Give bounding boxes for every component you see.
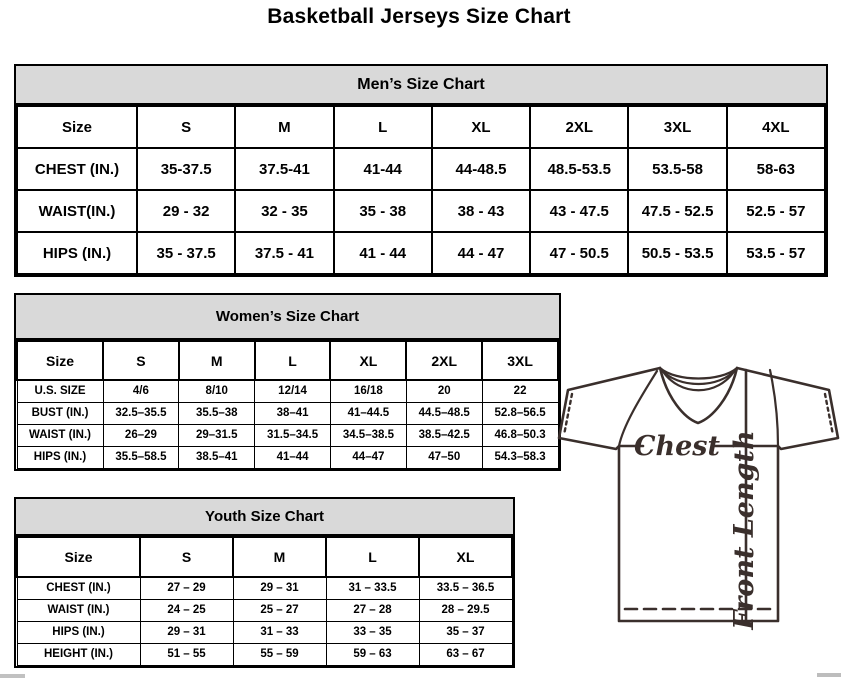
size-column-header: 2XL — [530, 106, 628, 148]
measurement-row-label: WAIST (IN.) — [17, 599, 140, 621]
measurement-value: 38.5–41 — [179, 446, 255, 468]
measurement-row-label: CHEST (IN.) — [17, 148, 137, 190]
measurement-value: 46.8–50.3 — [482, 424, 558, 446]
youth-size-chart-title: Youth Size Chart — [16, 499, 513, 536]
measurement-value: 44 - 47 — [432, 232, 530, 274]
measurement-value: 41-44 — [334, 148, 432, 190]
measurement-value: 44.5–48.5 — [406, 402, 482, 424]
size-column-header: M — [235, 106, 333, 148]
measurement-value: 58-63 — [727, 148, 825, 190]
size-column-header: S — [140, 537, 233, 577]
size-column-header: XL — [432, 106, 530, 148]
measurement-value: 51 – 55 — [140, 643, 233, 665]
measurement-value: 29 - 32 — [137, 190, 235, 232]
measurement-value: 59 – 63 — [326, 643, 419, 665]
measurement-value: 47–50 — [406, 446, 482, 468]
measurement-row — [17, 643, 512, 665]
measurement-value: 22 — [482, 380, 558, 402]
size-column-header: 4XL — [727, 106, 825, 148]
measurement-value: 43 - 47.5 — [530, 190, 628, 232]
measurement-value: 44-48.5 — [432, 148, 530, 190]
measurement-value: 32 - 35 — [235, 190, 333, 232]
mens-size-table — [16, 105, 826, 275]
size-column-header: L — [326, 537, 419, 577]
right-armhole-seam — [770, 370, 778, 446]
size-column-header: S — [103, 341, 179, 380]
measurement-row-label: U.S. SIZE — [17, 380, 103, 402]
measurement-value: 29 – 31 — [140, 621, 233, 643]
measurement-value: 35 – 37 — [419, 621, 512, 643]
size-label-header: Size — [17, 341, 103, 380]
measurement-row-label: WAIST (IN.) — [17, 424, 103, 446]
measurement-value: 38.5–42.5 — [406, 424, 482, 446]
column-header-row — [17, 341, 558, 380]
size-column-header: 3XL — [628, 106, 726, 148]
youth-size-chart — [14, 497, 515, 668]
measurement-value: 48.5-53.5 — [530, 148, 628, 190]
measurement-value: 50.5 - 53.5 — [628, 232, 726, 274]
chest-label: Chest — [634, 431, 720, 462]
measurement-row — [17, 402, 558, 424]
measurement-value: 53.5-58 — [628, 148, 726, 190]
measurement-row — [17, 148, 825, 190]
jersey-outline — [559, 368, 838, 621]
size-column-header: M — [179, 341, 255, 380]
measurement-value: 31 – 33.5 — [326, 577, 419, 599]
measurement-value: 55 – 59 — [233, 643, 326, 665]
size-label-header: Size — [17, 106, 137, 148]
measurement-value: 52.5 - 57 — [727, 190, 825, 232]
measurement-row-label: HIPS (IN.) — [17, 232, 137, 274]
size-column-header: XL — [330, 341, 406, 380]
measurement-row — [17, 577, 512, 599]
measurement-value: 25 – 27 — [233, 599, 326, 621]
measurement-value: 32.5–35.5 — [103, 402, 179, 424]
measurement-row — [17, 232, 825, 274]
measurement-value: 35-37.5 — [137, 148, 235, 190]
mens-size-chart-title: Men’s Size Chart — [16, 66, 826, 105]
measurement-row-label: HIPS (IN.) — [17, 446, 103, 468]
size-column-header: M — [233, 537, 326, 577]
measurement-value: 63 – 67 — [419, 643, 512, 665]
measurement-value: 35 - 37.5 — [137, 232, 235, 274]
measurement-value: 53.5 - 57 — [727, 232, 825, 274]
measurement-value: 29–31.5 — [179, 424, 255, 446]
measurement-value: 26–29 — [103, 424, 179, 446]
measurement-value: 35.5–58.5 — [103, 446, 179, 468]
column-header-row — [17, 106, 825, 148]
size-column-header: XL — [419, 537, 512, 577]
measurement-row-label: CHEST (IN.) — [17, 577, 140, 599]
page-title: Basketball Jerseys Size Chart — [267, 5, 571, 28]
measurement-value: 47 - 50.5 — [530, 232, 628, 274]
measurement-row — [17, 380, 558, 402]
size-column-header: L — [334, 106, 432, 148]
measurement-value: 41–44.5 — [330, 402, 406, 424]
measurement-value: 27 – 29 — [140, 577, 233, 599]
horizontal-scrollbar-fragment-left[interactable] — [0, 674, 25, 678]
measurement-row — [17, 621, 512, 643]
measurement-value: 54.3–58.3 — [482, 446, 558, 468]
measurement-row — [17, 424, 558, 446]
measurement-value: 41 - 44 — [334, 232, 432, 274]
size-column-header: 3XL — [482, 341, 558, 380]
measurement-value: 41–44 — [255, 446, 331, 468]
measurement-value: 52.8–56.5 — [482, 402, 558, 424]
youth-size-table — [16, 536, 513, 666]
measurement-value: 12/14 — [255, 380, 331, 402]
size-label-header: Size — [17, 537, 140, 577]
size-column-header: S — [137, 106, 235, 148]
collar-rib-3-icon — [662, 370, 735, 390]
measurement-row-label: BUST (IN.) — [17, 402, 103, 424]
measurement-row-label: HEIGHT (IN.) — [17, 643, 140, 665]
measurement-value: 35.5–38 — [179, 402, 255, 424]
measurement-value: 37.5-41 — [235, 148, 333, 190]
womens-size-table — [16, 340, 559, 469]
measurement-value: 24 – 25 — [140, 599, 233, 621]
measurement-value: 35 - 38 — [334, 190, 432, 232]
measurement-value: 44–47 — [330, 446, 406, 468]
horizontal-scrollbar-fragment-right[interactable] — [817, 673, 841, 677]
measurement-value: 31 – 33 — [233, 621, 326, 643]
measurement-value: 31.5–34.5 — [255, 424, 331, 446]
measurement-value: 33.5 – 36.5 — [419, 577, 512, 599]
measurement-value: 28 – 29.5 — [419, 599, 512, 621]
measurement-value: 47.5 - 52.5 — [628, 190, 726, 232]
size-column-header: 2XL — [406, 341, 482, 380]
measurement-value: 38 - 43 — [432, 190, 530, 232]
womens-size-chart — [14, 293, 561, 471]
measurement-row-label: WAIST(IN.) — [17, 190, 137, 232]
measurement-value: 4/6 — [103, 380, 179, 402]
column-header-row — [17, 537, 512, 577]
measurement-value: 20 — [406, 380, 482, 402]
measurement-row — [17, 190, 825, 232]
measurement-value: 33 – 35 — [326, 621, 419, 643]
measurement-value: 37.5 - 41 — [235, 232, 333, 274]
measurement-row — [17, 446, 558, 468]
size-column-header: L — [255, 341, 331, 380]
front-length-label: Front Length — [729, 430, 760, 630]
measurement-value: 34.5–38.5 — [330, 424, 406, 446]
measurement-value: 29 – 31 — [233, 577, 326, 599]
collar-v-icon — [660, 368, 737, 423]
measurement-value: 8/10 — [179, 380, 255, 402]
womens-size-chart-title: Women’s Size Chart — [16, 295, 559, 340]
measurement-value: 16/18 — [330, 380, 406, 402]
measurement-row — [17, 599, 512, 621]
jersey-measurement-diagram — [556, 358, 841, 677]
measurement-value: 27 – 28 — [326, 599, 419, 621]
measurement-value: 38–41 — [255, 402, 331, 424]
measurement-row-label: HIPS (IN.) — [17, 621, 140, 643]
mens-size-chart — [14, 64, 828, 277]
